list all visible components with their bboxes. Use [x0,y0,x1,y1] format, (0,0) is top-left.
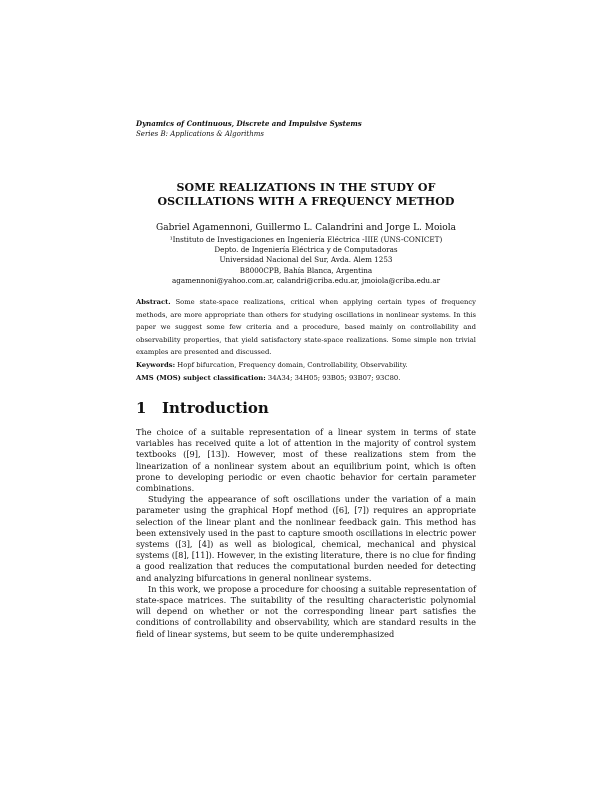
journal-header [136,119,362,139]
affiliation-line-3: Universidad Nacional del Sur, Avda. Alem 1253 [219,255,393,265]
author-emails: agamennoni@yahoo.com.ar, calandri@criba.edu.ar, jmoiola@criba.edu.ar [171,275,441,285]
section-title: Introduction [162,399,269,417]
authors: Gabriel Agamennoni, Guillermo L. Calandrini and Jorge L. Moiola [156,223,456,233]
affiliation-line-4: B8000CPB, Bahía Blanca, Argentina [239,265,373,275]
ams-classification [136,372,476,385]
title-line-2: OSCILLATIONS WITH A FREQUENCY METHOD [157,195,455,208]
body-paragraph-1: The choice of a suitable representation of a linear system in terms of state variables has received quite a lot of attention in the majority of control system textbooks ([9], [13]). However, most of these realizations stem from the linearization of a nonlinear system about an equilibrium point, which is often prone to developing periodic or even chaotic behavior for certain parameter combinations. [136,427,476,494]
journal-name: Dynamics of Continuous, Discrete and Impulsive Systems [136,119,362,128]
ams-text: 34A34; 34H05; 93B05; 93B07; 93C80. [267,373,401,382]
body-paragraph-3: In this work, we propose a procedure for choosing a suitable representation of state-space matrices. The suitability of the resulting characteristic polynomial will depend on whether or not the corresponding linear part satisfies the conditions of controllability and observability, which are standard results in the field of linear systems, but seem to be quite underemphasized [136,583,476,639]
section-number: 1 [136,399,147,417]
affiliation-line-1: ¹Instituto de Investigaciones en Ingeniería Eléctrica -IIIE (UNS-CONICET) [169,235,443,244]
keywords [136,359,476,372]
section-heading [136,398,269,418]
body-paragraph-2: Studying the appearance of soft oscillations under the variation of a main parameter using the graphical Hopf method ([6], [7]) requires an appropriate selection of the linear plant and the nonlinear feedback gain. This method has been extensively used in the past to capture smooth oscillations in electric power systems ([3], [4]) as well as biological, chemical, mechanical and physical systems ([8], [11]). However, in the existing literature, there is no clue for finding a good realization that reduces the computational burden needed for detecting and analyzing bifurcations in general nonlinear systems. [136,494,476,583]
journal-series: Series B: Applications & Algorithms [136,130,264,138]
title-line-1: SOME REALIZATIONS IN THE STUDY OF [176,181,436,194]
paper-title [110,181,502,209]
keywords-text: Hopf bifurcation, Frequency domain, Controllability, Observability. [177,360,408,369]
abstract [136,296,476,384]
abstract-paragraph [136,296,476,359]
keywords-label: Keywords: [136,360,176,369]
section-body [136,427,476,640]
affiliation [110,235,502,286]
abstract-text: Some state-space realizations, critical when applying certain types of frequency methods, are more appropriate than others for studying oscillations in nonlinear systems. In this paper we suggest some few criteria and a procedure, based mainly on controllability and observability properties, that yield satisfactory state-space realizations. Some simple non trivial examples are presented and discussed. [136,298,476,357]
ams-label: AMS (MOS) subject classification: [136,373,266,382]
abstract-label: Abstract. [136,298,171,306]
affiliation-line-2: Depto. de Ingeniería Eléctrica y de Computadoras [214,245,398,255]
